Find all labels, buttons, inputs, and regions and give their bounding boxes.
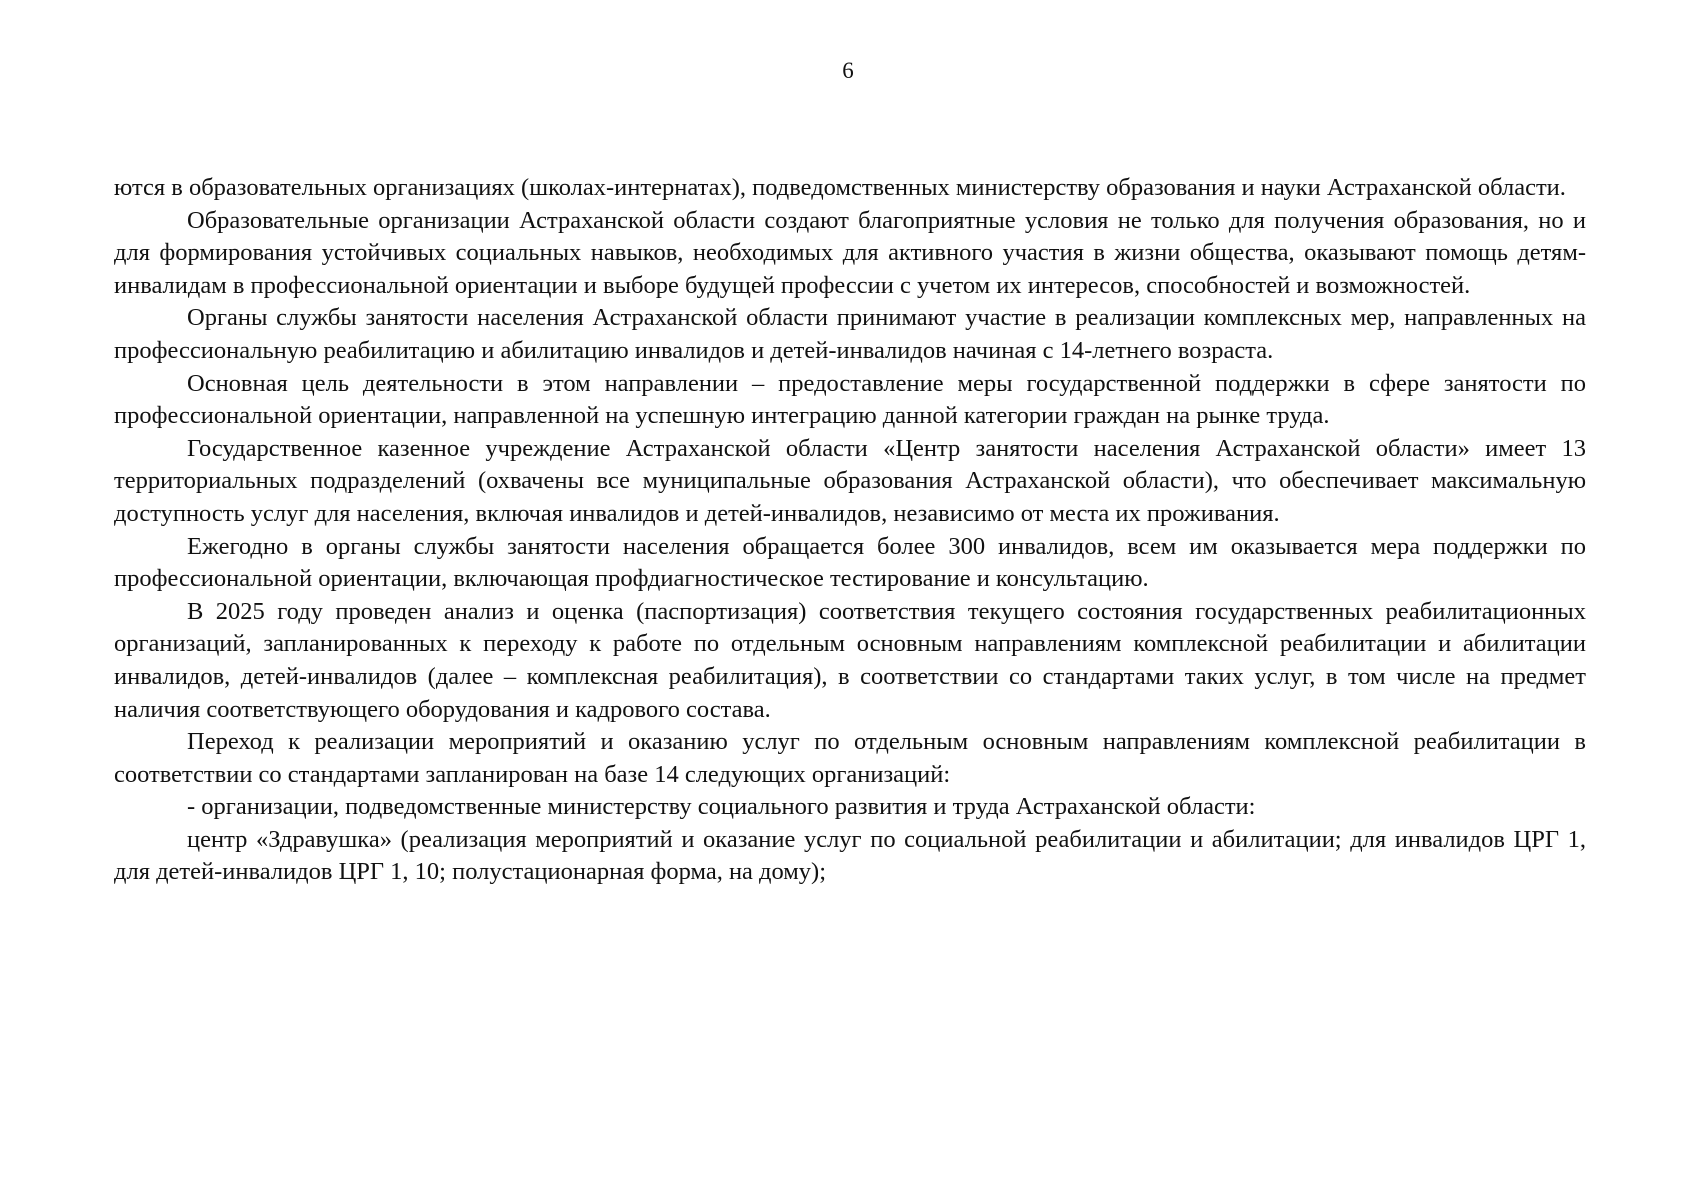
paragraph: Основная цель деятельности в этом направлении – предоставление меры государственной поддержки в сфере занятости по профессиональной ориентации, направленной на успешную интеграцию данной категории граждан на рынке труда. bbox=[114, 369, 1586, 430]
list-item: центр «Здравушка» (реализация мероприятий и оказание услуг по социальной реабилитации и абилитации; для инвалидов ЦРГ 1, для детей-инвалидов ЦРГ 1, 10; полустационарная форма, на дому); bbox=[114, 825, 1586, 886]
list-item: - организации, подведомственные министерству социального развития и труда Астраханской области: bbox=[187, 793, 1256, 821]
paragraph: ются в образовательных организациях (школах-интернатах), подведомственных министерству образования и науки Астраханской области. bbox=[114, 174, 1566, 201]
page-number: 6 bbox=[842, 58, 854, 83]
paragraph: В 2025 году проведен анализ и оценка (паспортизация) соответствия текущего состояния государственных реабилитационных организаций, запланированных к переходу к работе по отдельным основным направлениям комплексной реабилитации и абилитации инвалидов, детей-инвалидов (далее – комплексная реабилитация), в соответствии со стандартами таких услуг, в том числе на предмет наличия соответствующего оборудования и кадрового состава. bbox=[114, 597, 1586, 723]
paragraph: Органы службы занятости населения Астраханской области принимают участие в реализации комплексных мер, направленных на профессиональную реабилитацию и абилитацию инвалидов и детей-инвалидов начиная с 14-летнего возраста. bbox=[114, 304, 1586, 364]
paragraph: Государственное казенное учреждение Астраханской области «Центр занятости населения Астраханской области» имеет 13 территориальных подразделений (охвачены все муниципальные образования Астраханской области), что обеспечивает максимальную доступность услуг для населения, включая инвалидов и детей-инвалидов, независимо от места их проживания. bbox=[114, 434, 1586, 527]
paragraph: Образовательные организации Астраханской области создают благоприятные условия не только для получения образования, но и для формирования устойчивых социальных навыков, необходимых для активного участия в жизни общества, оказывают помощь детям-инвалидам в профессиональной ориентации и выборе будущей профессии с учетом их интересов, способностей и возможностей. bbox=[114, 206, 1586, 299]
document-body bbox=[114, 172, 1586, 889]
paragraph: Ежегодно в органы службы занятости населения обращается более 300 инвалидов, всем им оказывается мера поддержки по профессиональной ориентации, включающая профдиагностическое тестирование и консультацию. bbox=[114, 532, 1586, 593]
paragraph: Переход к реализации мероприятий и оказанию услуг по отдельным основным направлениям комплексной реабилитации в соответствии со стандартами запланирован на базе 14 следующих организаций: bbox=[114, 728, 1586, 788]
